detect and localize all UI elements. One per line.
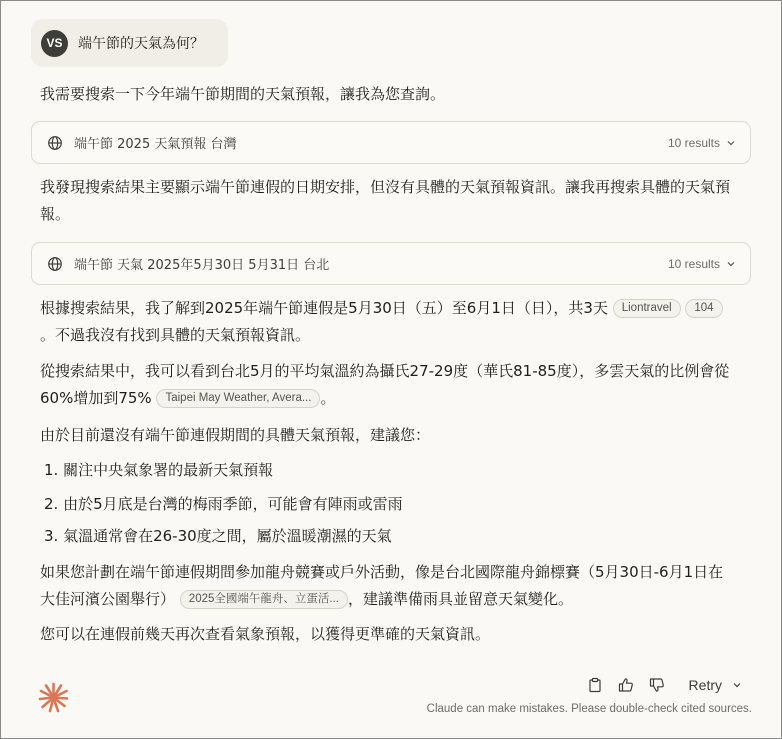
retry-button[interactable] [689, 677, 742, 693]
chevron-down-icon [726, 259, 736, 269]
thumbs-down-icon[interactable] [649, 677, 665, 693]
citation-chip[interactable]: 104 [685, 299, 722, 318]
assistant-paragraph-3 [40, 295, 730, 349]
search-results-count: 10 results [667, 135, 720, 150]
user-message [31, 19, 228, 67]
chevron-down-icon [726, 138, 736, 148]
user-message-text: 端午節的天氣為何？ [78, 36, 204, 52]
search-query: 端午節 2025 天氣預報 台灣 [74, 137, 237, 152]
list-item: 2. 由於5月底是台灣的梅雨季節，可能會有陣雨或雷雨 [44, 495, 403, 513]
citation-chip[interactable]: Taipei May Weather, Avera... [156, 389, 320, 408]
globe-icon [47, 256, 63, 272]
paragraph-text: 如果您計劃在端午節連假期間參加龍舟競賽或戶外活動，像是台北國際龍舟錦標賽（5月30日-6月1日在大佳河濱公園舉行） [40, 563, 724, 608]
disclaimer-text: Claude can make mistakes. Please double-check cited sources. [426, 703, 752, 715]
assistant-paragraph-5: 由於目前還沒有端午節連假期間的具體天氣預報，建議您： [40, 426, 431, 444]
paragraph-text: 。 [320, 389, 336, 407]
retry-label: Retry [688, 677, 722, 693]
search-result-panel-2[interactable] [31, 242, 751, 285]
assistant-paragraph-7: 您可以在連假前幾天再次查看氣象預報，以獲得更準確的天氣資訊。 [40, 625, 491, 643]
chevron-down-icon [732, 680, 742, 690]
search-results-count: 10 results [667, 256, 720, 271]
avatar[interactable]: VS [41, 30, 68, 57]
paragraph-text: 。不過我沒有找到具體的天氣預報資訊。 [40, 326, 311, 344]
assistant-paragraph-6 [40, 559, 730, 613]
assistant-intro: 我需要搜索一下今年端午節期間的天氣預報，讓我為您查詢。 [40, 85, 446, 103]
list-item: 1. 關注中央氣象署的最新天氣預報 [44, 461, 274, 479]
message-actions [587, 677, 742, 693]
paragraph-text: ，建議準備雨具並留意天氣變化。 [347, 590, 573, 608]
globe-icon [47, 135, 63, 151]
copy-icon[interactable] [587, 677, 603, 693]
citation-chip[interactable]: 2025全國端午龍舟、立蛋活... [180, 590, 348, 609]
assistant-paragraph-4 [40, 358, 730, 412]
citation-chip[interactable]: Liontravel [613, 299, 681, 318]
search-result-panel-1[interactable] [31, 121, 751, 164]
assistant-paragraph-2: 我發現搜索結果主要顯示端午節連假的日期安排，但沒有具體的天氣預報資訊。讓我再搜索具體的天氣預報。 [40, 178, 731, 223]
claude-logo [37, 681, 70, 714]
thumbs-up-icon[interactable] [618, 677, 634, 693]
paragraph-text: 根據搜索結果，我了解到2025年端午節連假是5月30日（五）至6月1日（日），共3天 [40, 299, 608, 317]
paragraph-text: 從搜索結果中，我可以看到台北5月的平均氣溫約為攝氏27-29度（華氏81-85度），多雲天氣的比例會從60%增加到75% [40, 362, 730, 407]
search-query: 端午節 天氣 2025年5月30日 5月31日 台北 [74, 258, 330, 273]
list-item: 3. 氣溫通常會在26-30度之間，屬於溫暖潮濕的天氣 [44, 527, 392, 545]
